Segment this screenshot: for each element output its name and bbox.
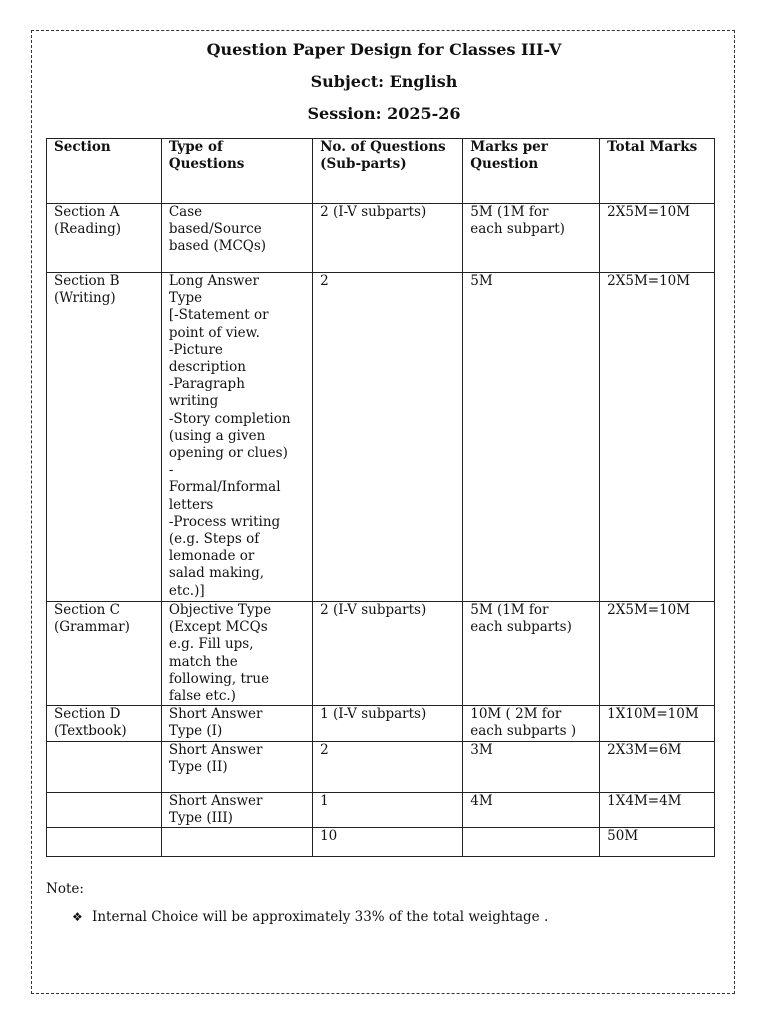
- table-cell: 2X3M=6M: [600, 741, 715, 792]
- table-cell: [47, 792, 162, 827]
- table-cell: 10: [313, 828, 463, 857]
- table-cell: 2 (I-V subparts): [313, 204, 463, 273]
- document-session: Session: 2025-26: [307, 104, 461, 123]
- table-cell: Short Answer Type (III): [161, 792, 312, 827]
- table-cell: Case based/Source based (MCQs): [161, 204, 312, 273]
- table-cell: Long Answer Type [-Statement or point of view. -Picture description -Paragraph writing -Story completion (using a given opening or clues) - Formal/Informal letters -Process writing (e.g. Steps of lemonade or salad making, etc.)]: [161, 273, 312, 602]
- note-item: [72, 909, 548, 925]
- table-cell: Short Answer Type (I): [161, 706, 312, 741]
- table-cell: 50M: [600, 828, 715, 857]
- table-cell: [47, 828, 162, 857]
- table-cell: 5M: [463, 273, 600, 602]
- document-header: [0, 42, 768, 138]
- table-cell: 2X5M=10M: [600, 602, 715, 706]
- table-row: [47, 602, 715, 706]
- table-cell: 10M ( 2M for each subparts ): [463, 706, 600, 741]
- table-cell: 2X5M=10M: [600, 273, 715, 602]
- table-cell: 2 (I-V subparts): [313, 602, 463, 706]
- table-cell: 1: [313, 792, 463, 827]
- table-row: [47, 204, 715, 273]
- table-cell: 3M: [463, 741, 600, 792]
- table-cell: Short Answer Type (II): [161, 741, 312, 792]
- note-label: Note:: [46, 881, 84, 897]
- note-item-text: Internal Choice will be approximately 33% of the total weightage .: [92, 909, 549, 925]
- table-cell: 5M (1M for each subparts): [463, 602, 600, 706]
- table-total-row: [47, 828, 715, 857]
- column-header: Type of Questions: [161, 139, 312, 204]
- table-header-row: [47, 139, 715, 204]
- column-header: Marks per Question: [463, 139, 600, 204]
- table-row: [47, 741, 715, 792]
- table-cell: Section D (Textbook): [47, 706, 162, 741]
- column-header: Section: [47, 139, 162, 204]
- table-cell: 1X10M=10M: [600, 706, 715, 741]
- table-row: [47, 706, 715, 741]
- table-cell: [463, 828, 600, 857]
- table-cell: Objective Type (Except MCQs e.g. Fill ups, match the following, true false etc.): [161, 602, 312, 706]
- table-cell: 1 (I-V subparts): [313, 706, 463, 741]
- question-design-table: [46, 138, 715, 857]
- table-cell: Section C (Grammar): [47, 602, 162, 706]
- table-cell: [161, 828, 312, 857]
- table-row: [47, 273, 715, 602]
- document-title: Question Paper Design for Classes III-V: [206, 40, 562, 59]
- table-cell: Section B (Writing): [47, 273, 162, 602]
- table-cell: 5M (1M for each subpart): [463, 204, 600, 273]
- table-cell: 2: [313, 741, 463, 792]
- table-cell: 4M: [463, 792, 600, 827]
- table-cell: 1X4M=4M: [600, 792, 715, 827]
- document-subject: Subject: English: [310, 72, 458, 91]
- table-cell: 2X5M=10M: [600, 204, 715, 273]
- column-header: No. of Questions (Sub-parts): [313, 139, 463, 204]
- column-header: Total Marks: [600, 139, 715, 204]
- table-row: [47, 792, 715, 827]
- table-cell: 2: [313, 273, 463, 602]
- diamond-bullet-icon: ❖: [72, 910, 83, 924]
- table-cell: [47, 741, 162, 792]
- table-cell: Section A (Reading): [47, 204, 162, 273]
